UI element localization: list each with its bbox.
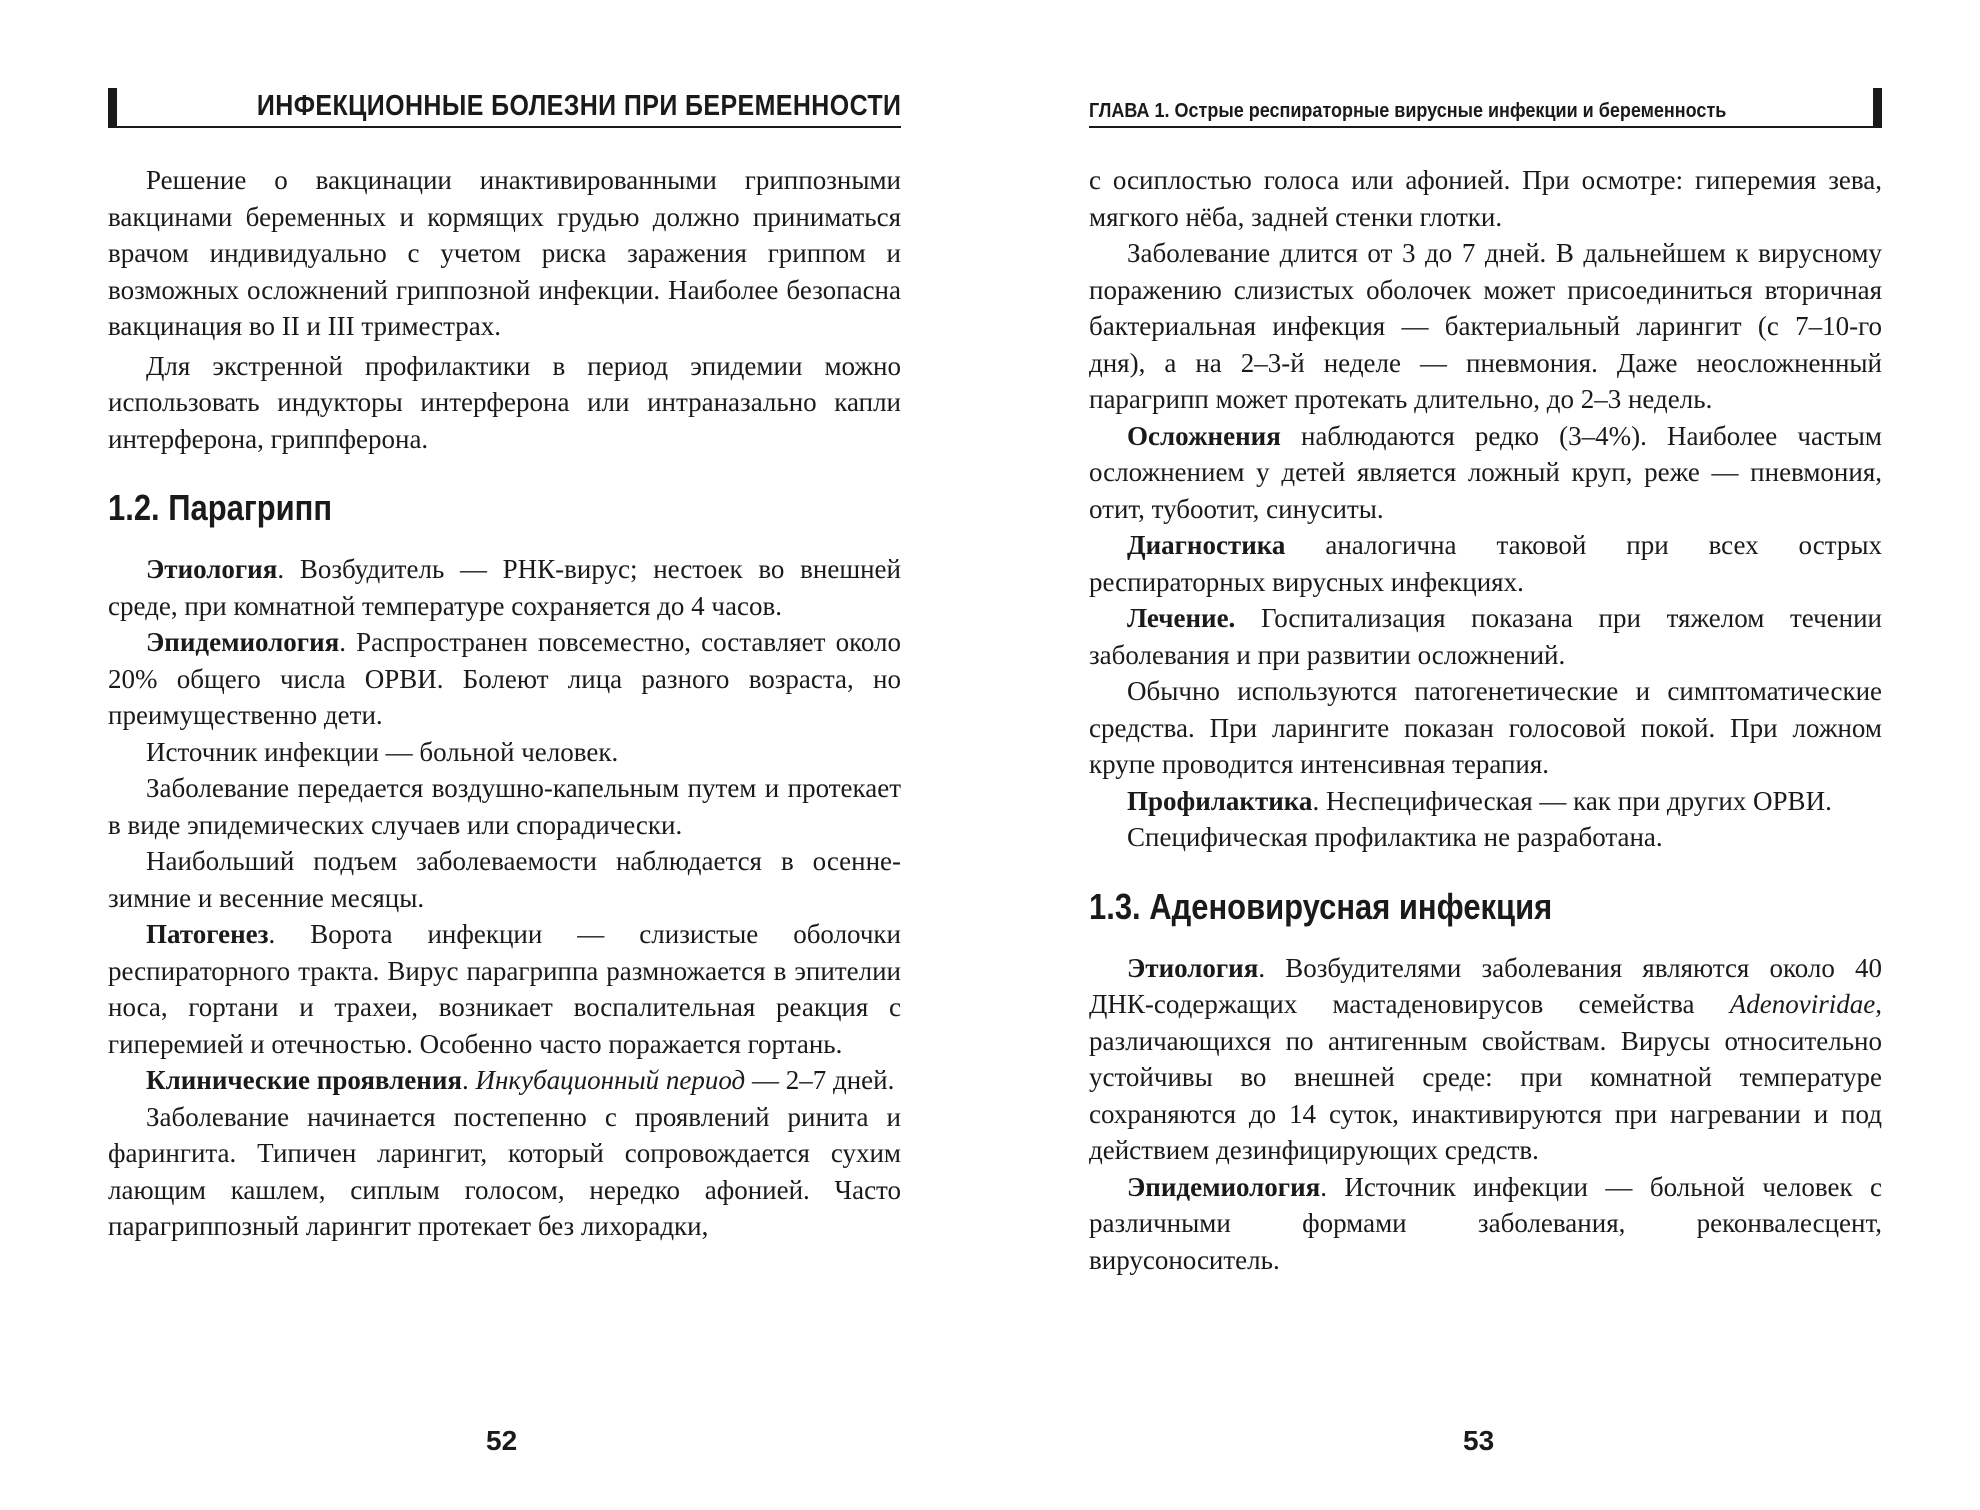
- paragraph-treatment: [1089, 600, 1882, 673]
- running-head: ГЛАВА 1. Острые респираторные вирусные инфекции и беременность: [1089, 100, 1727, 122]
- paragraph-treatment-usual: Обычно используются патогенетические и симптоматические средства. При ларингите показан голосовой покой. При ложном крупе проводится интенсивная терапия.: [1089, 676, 1882, 779]
- header-bar-marker: [108, 88, 117, 126]
- left-page-header: [108, 88, 901, 128]
- page-number: 53: [1463, 1425, 1495, 1456]
- paragraph-continuation: с осиплостью голоса или афонией. При осмотре: гиперемия зева, мягкого нёба, задней стенки глотки.: [1089, 165, 1882, 232]
- paragraph-prevention: [1089, 783, 1882, 820]
- term-clinical: Клинические проявления: [146, 1065, 463, 1095]
- adeno-etiology-text-1: . Возбудителями заболевания являются около 40 ДНК-содержащих мастаденовирусов семейства: [1089, 952, 1882, 1019]
- clinical-text: — 2–7 дней.: [745, 1065, 895, 1095]
- paragraph-complications: [1089, 418, 1882, 528]
- paragraph-duration: Заболевание длится от 3 до 7 дней. В дальнейшем к вирусному поражению слизистых оболочек может присоединиться вторичная бактериальная инфекция — бактериальный ларингит (с 7–10-го дня), а на 2–3-й неделе — пневмония. Даже неосложненный парагрипп может протекать длительно, до 2–3 недель.: [1089, 238, 1882, 414]
- family-name-adenoviridae: Adenoviridae: [1729, 989, 1876, 1019]
- paragraph-clinical: [108, 1062, 901, 1099]
- paragraph-epidemiology: [108, 624, 901, 734]
- term-epidemiology: Эпидемиология: [146, 627, 340, 657]
- paragraph-vaccination: Решение о вакцинации инактивированными гриппозными вакцинами беременных и кормящих грудью должно приниматься врачом индивидуально с учетом риска заражения гриппом и возможных осложнений гриппозной инфекции. Наиболее безопасна вакцинация во II и III триместрах.: [108, 165, 901, 341]
- diagnostics-text: аналогична таковой при всех острых респираторных вирусных инфекциях.: [1089, 530, 1882, 597]
- term-etiology: Этиология: [146, 554, 278, 584]
- paragraph-adeno-etiology: [1089, 950, 1882, 1169]
- paragraph-onset: Заболевание начинается постепенно с проявлений ринита и фарингита. Типичен ларингит, который сопровождается сухим лающим кашлем, сиплым голосом, нередко афонией. Часто парагриппозный ларингит протекает без лихорадки,: [108, 1101, 901, 1241]
- prevention-text: . Неспецифическая — как при других ОРВИ.: [1312, 785, 1832, 816]
- paragraph-adeno-epidemiology: [1089, 1169, 1882, 1279]
- paragraph-seasonality: Наибольший подъем заболеваемости наблюдается в осенне-зимние и весенние месяцы.: [108, 846, 901, 913]
- right-page: [990, 0, 1980, 1510]
- page-number: 52: [486, 1425, 518, 1456]
- term-complications: Осложнения: [1127, 420, 1281, 451]
- clinical-dot: .: [462, 1065, 476, 1095]
- adeno-etiology-text-2: , различающихся по антигенным свойствам. Вирусы относительно устойчивы во внешней среде: при комнатной температуре сохраняются до 14 суток, инактивируются при нагревании и под действием дезинфицирующих средств.: [1089, 989, 1882, 1165]
- section-title-parainfluenza: 1.2. Парагрипп: [108, 487, 333, 528]
- header-bar-marker: [1873, 88, 1882, 126]
- etiology-text: . Возбудитель — РНК-вирус; нестоек во внешней среде, при комнатной температуре сохраняется до 4 часов.: [108, 554, 901, 621]
- right-page-header: [1089, 88, 1882, 128]
- paragraph-diagnostics: [1089, 527, 1882, 600]
- term-pathogenesis: Патогенез: [146, 919, 269, 949]
- adeno-epidemiology-text: . Источник инфекции — больной человек с различными формами заболевания, реконвалесцент, вирусоноситель.: [1089, 1171, 1882, 1275]
- term-epidemiology: Эпидемиология: [1127, 1171, 1321, 1202]
- complications-text: наблюдаются редко (3–4%). Наиболее частым осложнением у детей является ложный круп, реже — пневмония, отит, тубоотит, синуситы.: [1089, 420, 1882, 524]
- section-title-adenovirus: 1.3. Аденовирусная инфекция: [1089, 885, 1553, 927]
- paragraph-pathogenesis: [108, 916, 901, 1062]
- paragraph-source: Источник инфекции — больной человек.: [146, 736, 619, 767]
- pathogenesis-text: . Ворота инфекции — слизистые оболочки респираторного тракта. Вирус парагриппа размножается в эпителии носа, гортани и трахеи, возникает воспалительная реакция с гиперемией и отечностью. Особенно часто поражается гортань.: [108, 919, 901, 1059]
- paragraph-specific-prevention: Специфическая профилактика не разработана.: [1127, 822, 1663, 852]
- paragraph-etiology: [108, 551, 901, 624]
- treatment-text: Госпитализация показана при тяжелом течении заболевания и при развитии осложнений.: [1089, 603, 1882, 670]
- paragraph-transmission: Заболевание передается воздушно-капельным путем и протекает в виде эпидемических случаев или спорадически.: [108, 773, 901, 840]
- running-head: ИНФЕКЦИОННЫЕ БОЛЕЗНИ ПРИ БЕРЕМЕННОСТИ: [256, 90, 901, 122]
- term-diagnostics: Диагностика: [1127, 530, 1286, 560]
- incubation-period: Инкубационный период: [475, 1065, 746, 1095]
- term-treatment: Лечение.: [1127, 603, 1236, 633]
- right-page-content: [1089, 162, 1882, 1278]
- term-etiology: Этиология: [1127, 952, 1259, 983]
- left-page-content: [108, 162, 901, 1245]
- term-prevention: Профилактика: [1127, 785, 1313, 816]
- paragraph-emergency-prophylaxis: Для экстренной профилактики в период эпидемии можно использовать индукторы интерферона или интраназально капли интерферона, гриппферона.: [108, 350, 901, 454]
- epidemiology-text: . Распространен повсеместно, составляет около 20% общего числа ОРВИ. Болеют лица разного возраста, но преимущественно дети.: [108, 627, 901, 730]
